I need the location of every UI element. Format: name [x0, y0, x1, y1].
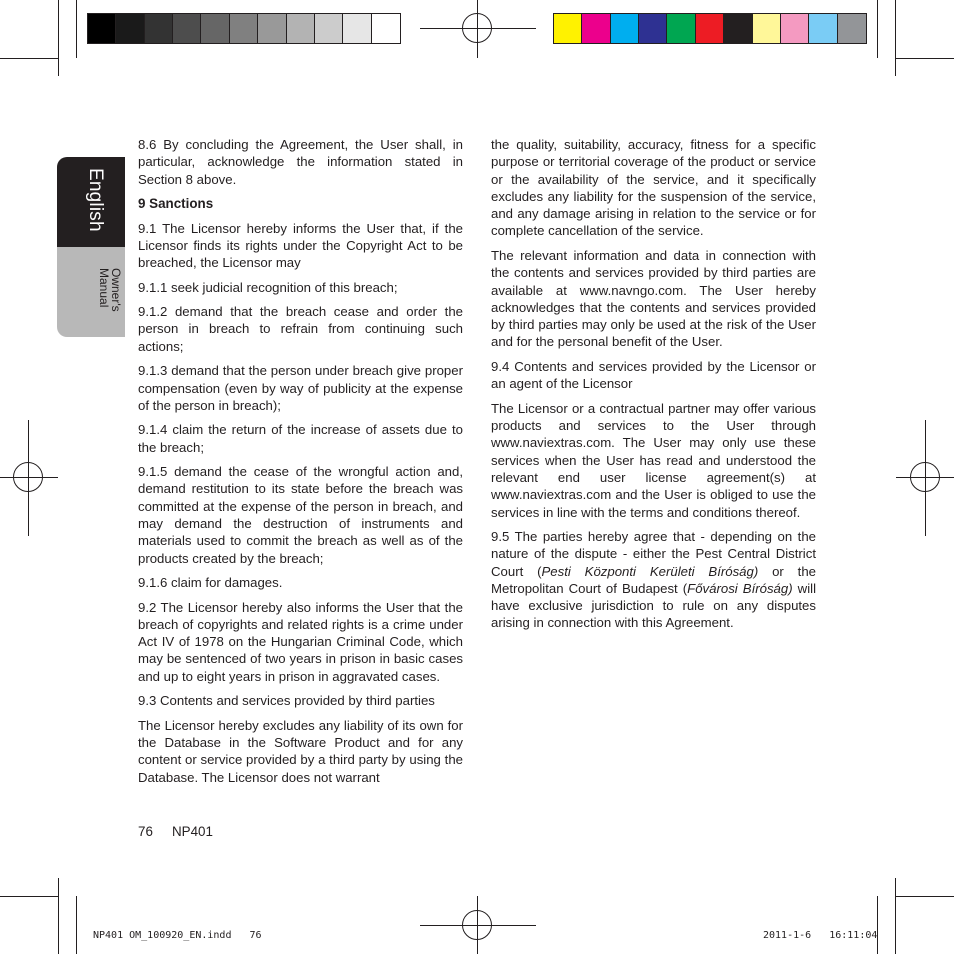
grayscale-color-bar [87, 13, 401, 44]
paragraph: 9.3 Contents and services provided by third parties [138, 693, 435, 709]
paragraph: 9.1.4 claim the return of the increase of assets due to the breach; [138, 422, 463, 455]
paragraph: 9.1.3 demand that the person under breach give proper compensation (even by way of publicity at the expense of the person in breach); [138, 363, 463, 413]
registration-circle [462, 910, 492, 940]
color-swatch [287, 14, 315, 43]
crop-mark [58, 0, 59, 76]
language-label: English [85, 168, 106, 232]
color-swatch [639, 14, 667, 43]
paragraph: 8.6 By concluding the Agreement, the User shall, in particular, acknowledge the information stated in Section 8 above. [138, 137, 463, 187]
crop-mark [58, 878, 59, 954]
slug-filename: NP401 OM_100920_EN.indd 76 [93, 930, 262, 941]
color-swatch [145, 14, 173, 43]
color-swatch [258, 14, 286, 43]
color-swatch [372, 14, 400, 43]
italic-court-name: Fővárosi Bíróság) [687, 580, 793, 596]
color-swatch [116, 14, 144, 43]
model-name: NP401 [172, 824, 213, 839]
crop-mark [877, 0, 878, 58]
manual-label-line1: Owner's [109, 268, 123, 312]
color-swatch [343, 14, 371, 43]
paragraph: The Licensor hereby excludes any liability of its own for the Database in the Software Product and for any content or service provided by a third party by using the Database. The Licensor does not warrant [138, 717, 463, 785]
registration-circle [910, 462, 940, 492]
process-color-bar [553, 13, 867, 44]
text-run: will have exclusive jurisdiction to rule on any disputes arising in connection with this Agreement. [491, 580, 816, 631]
slug-datetime: 2011-1-6 16:11:04 [763, 930, 878, 941]
right-column [491, 136, 816, 639]
manual-label-line2: Manual [97, 268, 111, 308]
paragraph: 9.1.6 claim for damages. [138, 575, 283, 591]
color-swatch [315, 14, 343, 43]
color-swatch [781, 14, 809, 43]
manual-label [98, 268, 122, 348]
color-swatch [554, 14, 582, 43]
italic-court-name: Pesti Központi Kerületi Bíróság) [541, 563, 759, 579]
crop-mark [896, 896, 954, 897]
color-swatch [667, 14, 695, 43]
crop-mark [76, 896, 77, 954]
color-swatch [611, 14, 639, 43]
page-number: 76 [138, 824, 153, 839]
paragraph: 9.2 The Licensor hereby also informs the User that the breach of copyrights and related rights is a crime under Act IV of 1978 on the Hungarian Criminal Code, which may be sentenced of two years in prison in basic cases and up to eight years in prison in aggravated cases. [138, 599, 463, 684]
left-column [138, 136, 463, 793]
paragraph: 9.1.1 seek judicial recognition of this breach; [138, 279, 398, 295]
crop-mark [877, 896, 878, 954]
paragraph: The relevant information and data in connection with the contents and services provided by third parties are available at www.navngo.com. The User hereby acknowledges that the contents and services provided by third parties may only be used at the risk of the User and for the personal benefit of the User. [491, 247, 816, 350]
paragraph: The Licensor or a contractual partner may offer various products and services to the User through www.naviextras.com. The User may only use these services when the User has read and understood the relevant end user license agreement(s) at www.naviextras.com and the User is obliged to use the services in line with the terms and conditions thereof. [491, 400, 816, 520]
crop-mark [895, 878, 896, 954]
color-swatch [809, 14, 837, 43]
color-swatch [230, 14, 258, 43]
color-swatch [582, 14, 610, 43]
color-swatch [88, 14, 116, 43]
paragraph: 9.4 Contents and services provided by the Licensor or an agent of the Licensor [491, 358, 816, 392]
color-swatch [201, 14, 229, 43]
paragraph: 9.1.5 demand the cease of the wrongful action and, demand restitution to its state before the breach was committed at the expense of the person in breach, and may demand the destruction of instruments and materials used to commit the breach as well as of the products created by the breach; [138, 464, 463, 566]
paragraph: 9.1.2 demand that the breach cease and order the person in breach to refrain from continuing such actions; [138, 304, 463, 354]
crop-mark [896, 58, 954, 59]
paragraph [491, 528, 816, 632]
color-swatch [724, 14, 752, 43]
crop-mark [0, 58, 58, 59]
text-run: or the Metropolitan Court of Budapest ( [491, 563, 817, 596]
registration-circle [462, 13, 492, 43]
crop-mark [895, 0, 896, 76]
color-swatch [753, 14, 781, 43]
color-swatch [173, 14, 201, 43]
crop-mark [0, 896, 58, 897]
color-swatch [696, 14, 724, 43]
registration-circle [13, 462, 43, 492]
paragraph: 9.1 The Licensor hereby informs the User that, if the Licensor finds its rights under the Copyright Act to be breached, the Licensor may [138, 220, 463, 271]
color-swatch [838, 14, 866, 43]
section-heading: 9 Sanctions [138, 196, 214, 212]
crop-mark [76, 0, 77, 58]
text-run: 9.5 The parties hereby agree that - depending on the nature of the dispute - either the Pest Central District Court ( [491, 528, 816, 579]
paragraph: the quality, suitability, accuracy, fitness for a specific purpose or territorial coverage of the product or service or the availability of the service, and it specifically excludes any liability for the suspension of the service, and any damage arising in relation to the service or for complete cancellation of the service. [491, 137, 816, 239]
